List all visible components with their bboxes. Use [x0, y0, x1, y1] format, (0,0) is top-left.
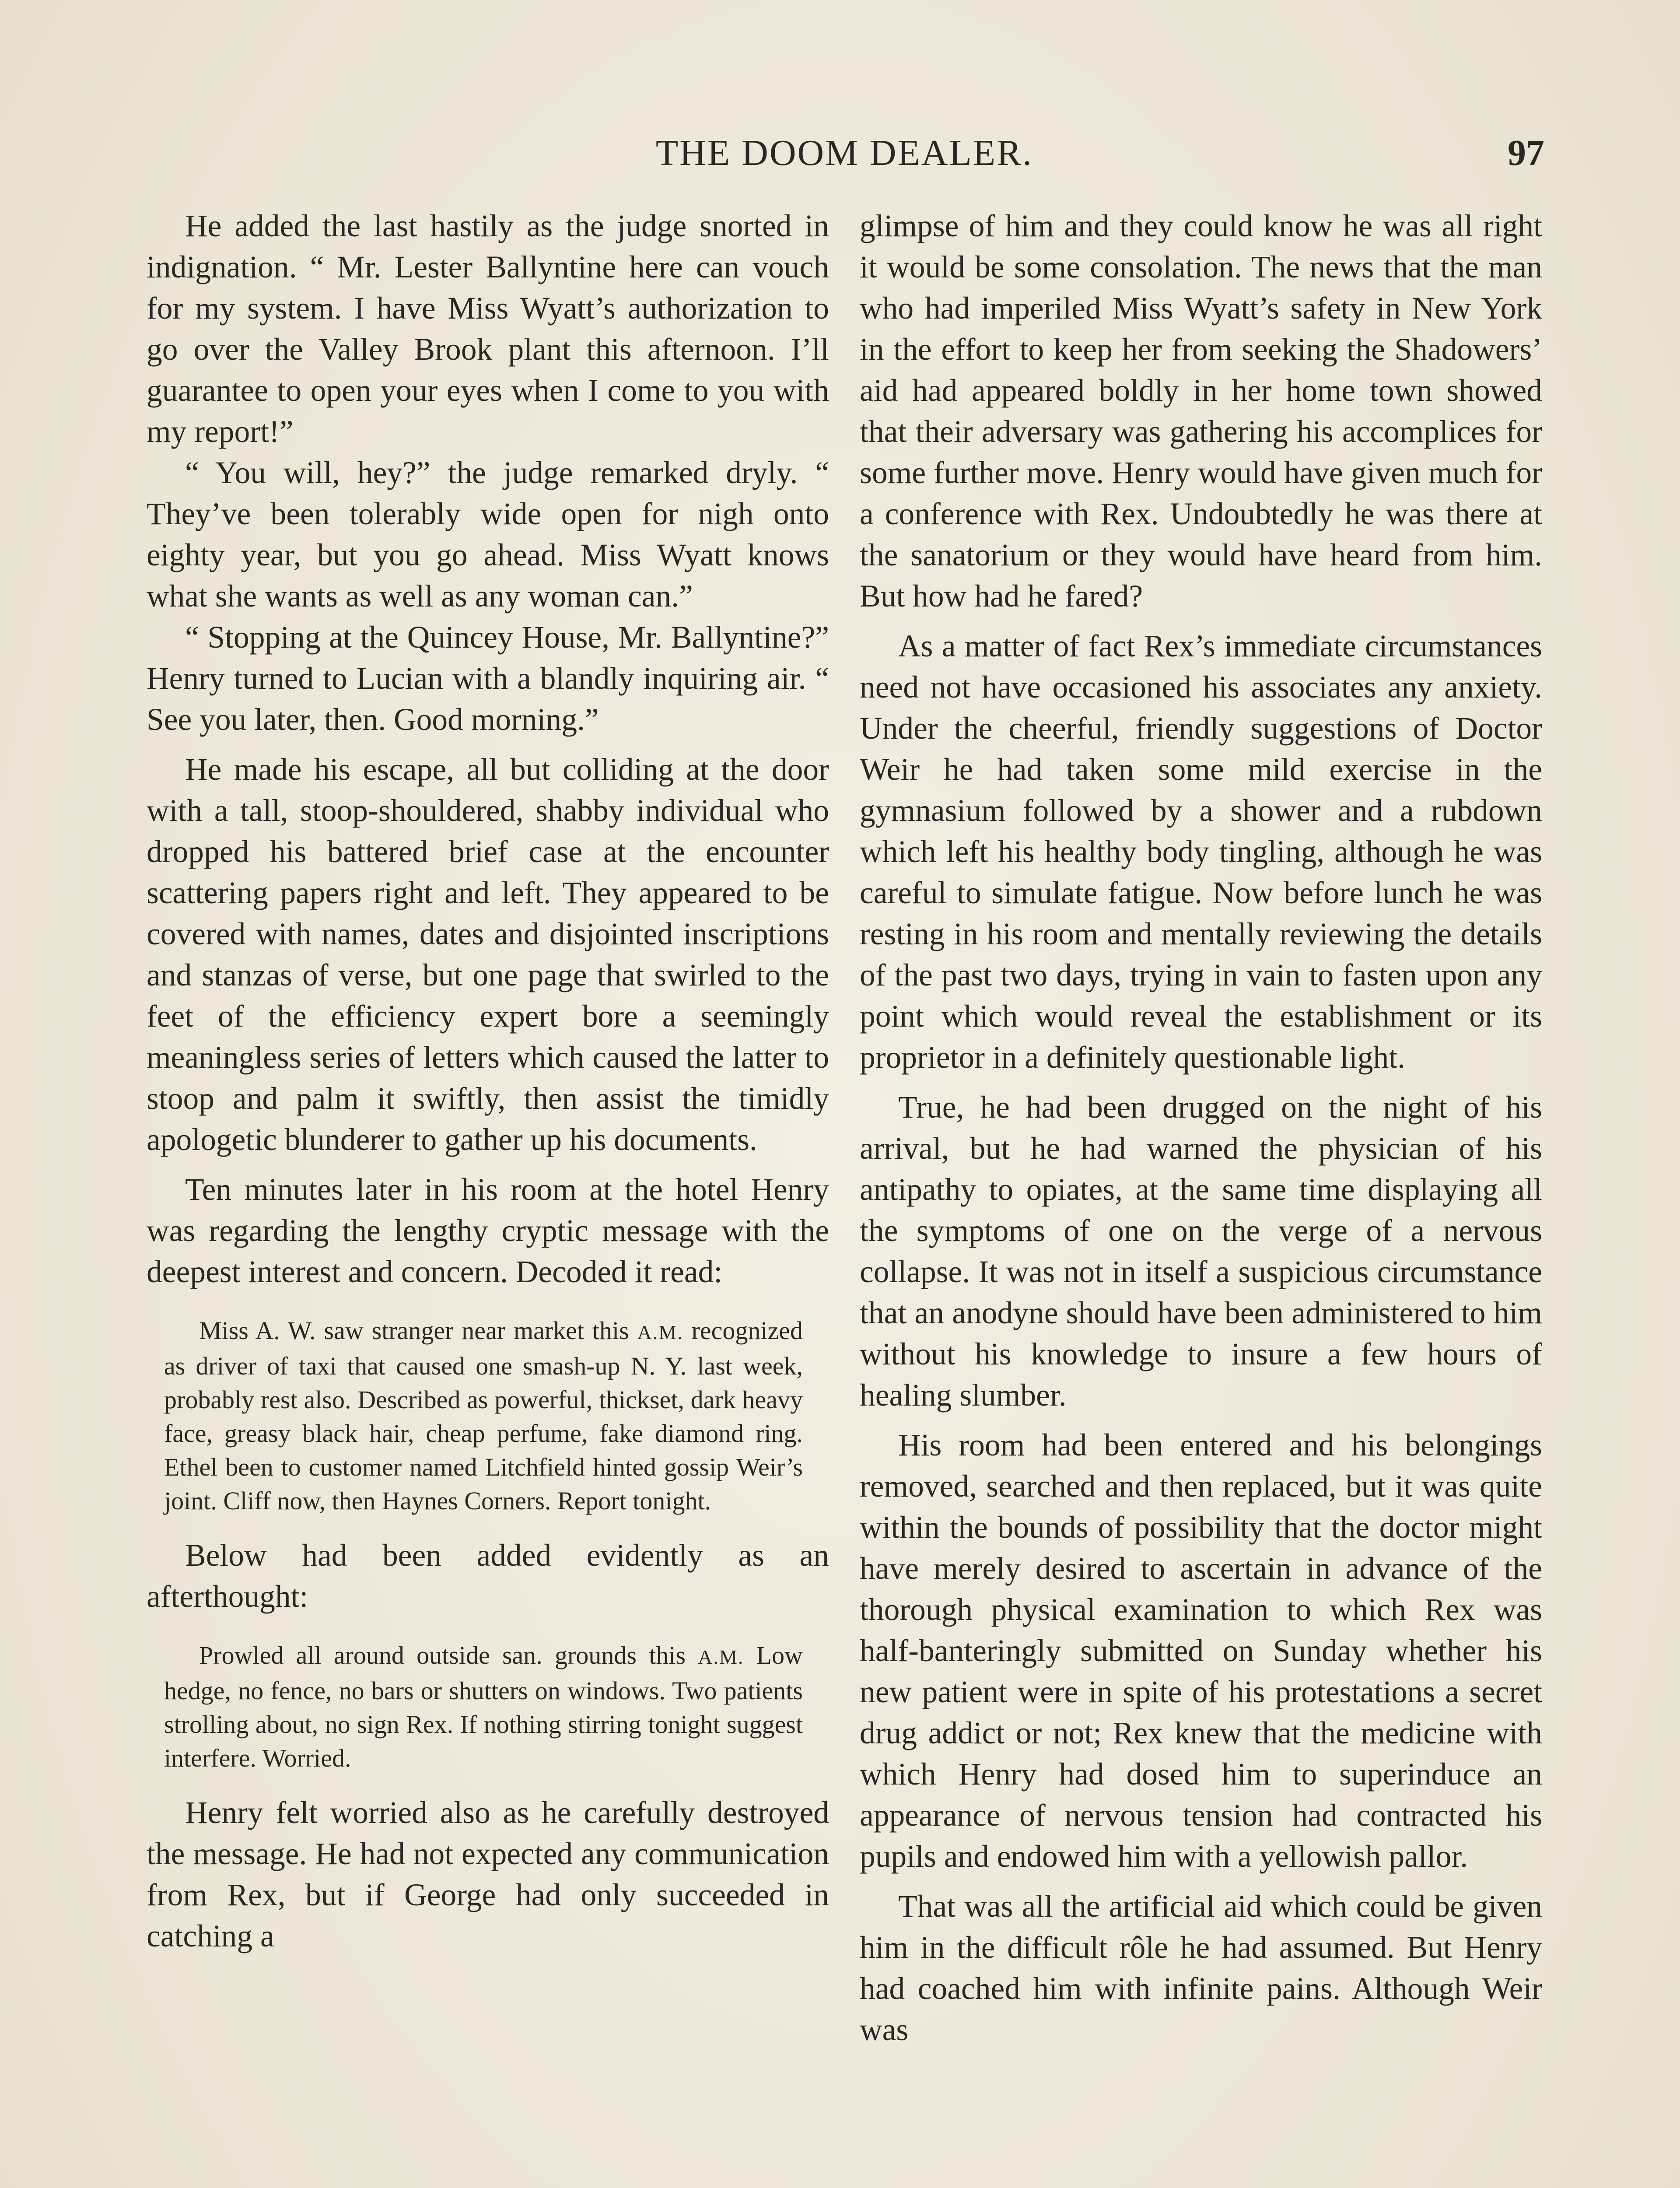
paragraph: “ Stopping at the Quincey House, Mr. Ballyntine?” Henry turned to Lucian with a blandly inquiring air. “ See you later, then. Good morning.” [147, 620, 829, 737]
paragraph: Henry felt worried also as he carefully destroyed the message. He had not expected any communication from Rex, but if George had only succeeded in catching a [147, 1795, 829, 1953]
paragraph: As a matter of fact Rex’s immediate circumstances need not have occasioned his associates any anxiety. Under the cheerful, friendly suggestions of Doctor Weir he had taken some mild exercise in the gymnasium followed by a shower and a rubdown which left his healthy body tingling, although he was careful to simulate fatigue. Now before lunch he was resting in his room and mentally reviewing the details of the past two days, trying in vain to fasten upon any point which would reveal the establishment or its proprietor in a definitely questionable light. [860, 629, 1542, 1075]
message-text: Miss A. W. saw stranger near market this [199, 1316, 637, 1345]
paragraph: That was all the artificial aid which could be given him in the difficult rôle he had assumed. But Henry had coached him with infinite pains. Although Weir was [860, 1889, 1542, 2047]
paragraph: glimpse of him and they could know he was all right it would be some consolation. The news that the man who had imperiled Miss Wyatt’s safety in New York in the effort to keep her from seeking the Shadowers’ aid had appeared boldly in her home town showed that their adversary was gathering his accomplices for some further move. Henry would have given much for a conference with Rex. Undoubtedly he was there at the sanatorium or they would have heard from him. But how had he fared? [860, 209, 1542, 614]
paragraph: “ You will, hey?” the judge remarked dryly. “ They’ve been tolerably wide open for nigh onto eighty year, but you go ahead. Miss Wyatt knows what she wants as well as any woman can.” [147, 456, 829, 614]
message-text: A.M. [698, 1646, 744, 1668]
message-text: recognized as driver of taxi that caused one smash-up N. Y. last week, probably rest also. Described as powerful, thickset, dark heavy face, greasy black hair, cheap perfume, fake diamond ring. Ethel been to customer named Litchfield hinted gossip Weir’s joint. Cliff now, then Haynes Corners. Report tonight. [164, 1316, 803, 1515]
paragraph: He added the last hastily as the judge snorted in indignation. “ Mr. Lester Ballyntine here can vouch for my system. I have Miss Wyatt’s authorization to go over the Valley Brook plant this afternoon. I’ll guarantee to open your eyes when I come to you with my report!” [147, 209, 829, 449]
paragraph: True, he had been drugged on the night of his arrival, but he had warned the physician of his antipathy to opiates, at the same time displaying all the symptoms of one on the verge of a nervous collapse. It was not in itself a suspicious circumstance that an anodyne should have been administered to him without his knowledge to insure a few hours of healing slumber. [860, 1090, 1542, 1413]
running-head [144, 127, 1544, 179]
paragraph: Below had been added evidently as an afterthought: [147, 1538, 829, 1614]
paragraph: Ten minutes later in his room at the hotel Henry was regarding the lengthy cryptic message with the deepest interest and concern. Decoded it read: [147, 1172, 829, 1289]
paragraph: He made his escape, all but colliding at the door with a tall, stoop-shouldered, shabby individual who dropped his battered brief case at the encounter scattering papers right and left. They appeared to be covered with names, dates and disjointed inscriptions and stanzas of verse, but one page that swirled to the feet of the efficiency expert bore a seemingly meaningless series of letters which caused the latter to stoop and palm it swiftly, then assist the timidly apologetic blunderer to gather up his documents. [147, 752, 829, 1157]
page-number: 97 [1508, 133, 1544, 173]
running-title: THE DOOM DEALER. [655, 133, 1033, 173]
right-column [860, 206, 1542, 2051]
message-text: Low hedge, no fence, no bars or shutters on windows. Two patients strolling about, no sign Rex. If nothing stirring tonight suggest interfere. Worried. [164, 1641, 803, 1772]
paragraph: His room had been entered and his belongings removed, searched and then replaced, but it was quite within the bounds of possibility that the doctor might have merely desired to ascertain in advance of the thorough physical examination to which Rex was half-banteringly submitted on Sunday whether his new patient were in spite of his protestations a secret drug addict or not; Rex knew that the medicine with which Henry had dosed him to superinduce an appearance of nervous tension had contracted his pupils and endowed him with a yellowish pallor. [860, 1428, 1542, 1874]
decoded-message [164, 1314, 803, 1518]
left-column [147, 206, 829, 1957]
message-text: A.M. [637, 1321, 683, 1343]
afterthought-message [164, 1638, 803, 1775]
message-text: Prowled all around outside san. grounds this [199, 1641, 698, 1669]
